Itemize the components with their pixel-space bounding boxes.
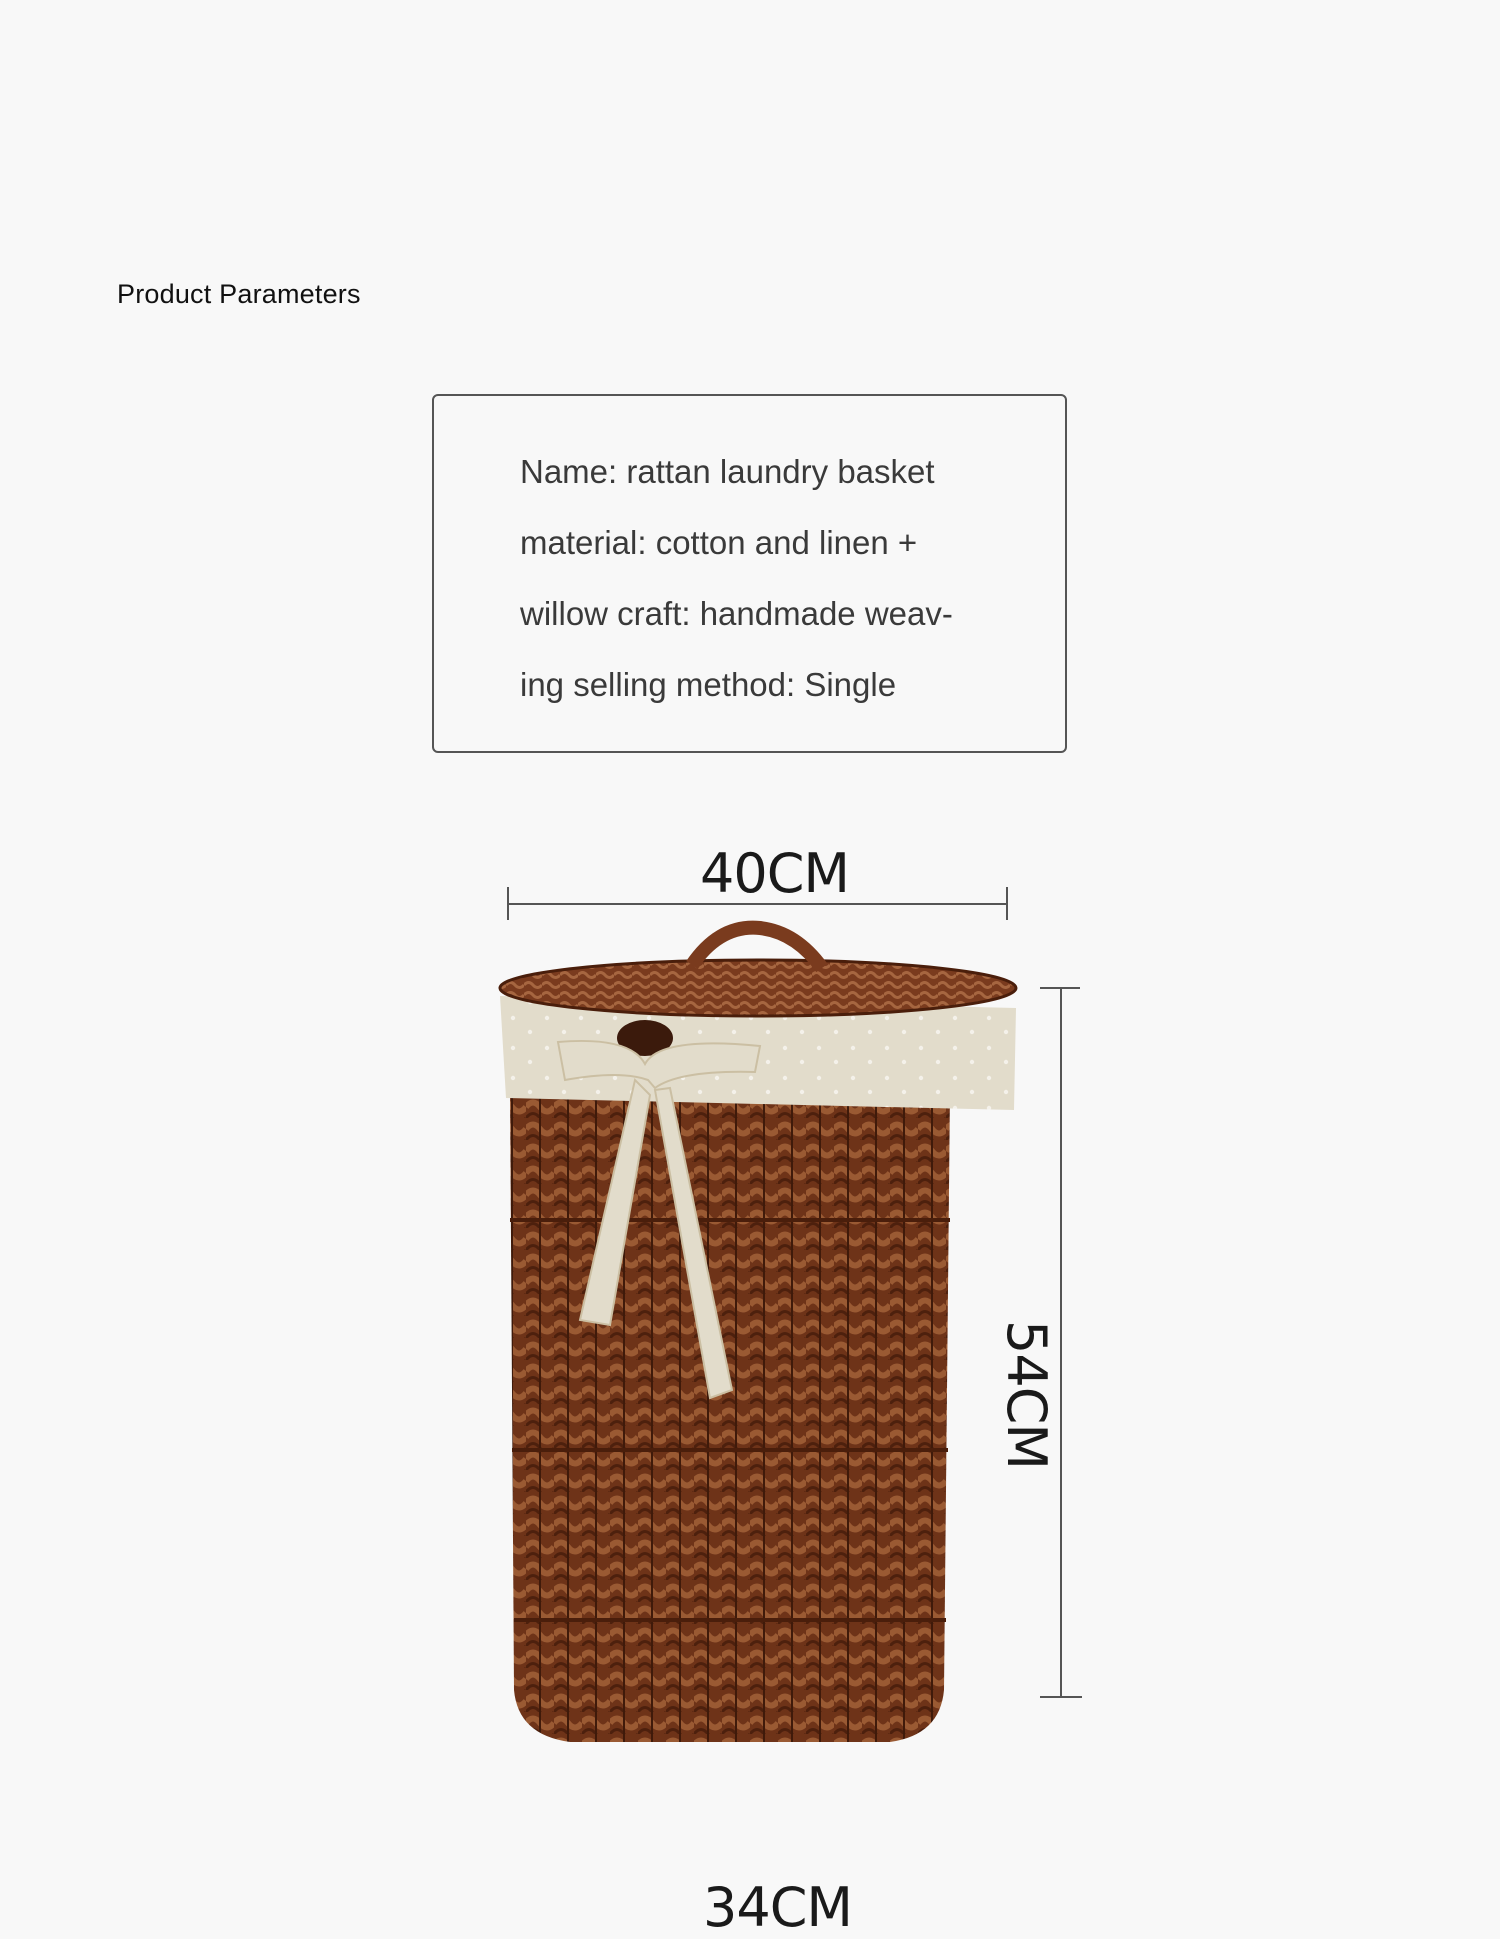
- bottom-width-label: 34CM: [703, 1876, 853, 1939]
- param-line: ing selling method: Single: [520, 666, 897, 703]
- wicker-laundry-basket-illustration: [470, 920, 1030, 1750]
- param-line: Name: rattan laundry basket: [520, 453, 935, 490]
- height-label: 54CM: [995, 1320, 1058, 1470]
- param-line: material: cotton and linen +: [520, 524, 918, 561]
- param-line: willow craft: handmade weav-: [520, 595, 953, 632]
- width-label: 40CM: [700, 842, 850, 905]
- section-title: Product Parameters: [117, 279, 361, 309]
